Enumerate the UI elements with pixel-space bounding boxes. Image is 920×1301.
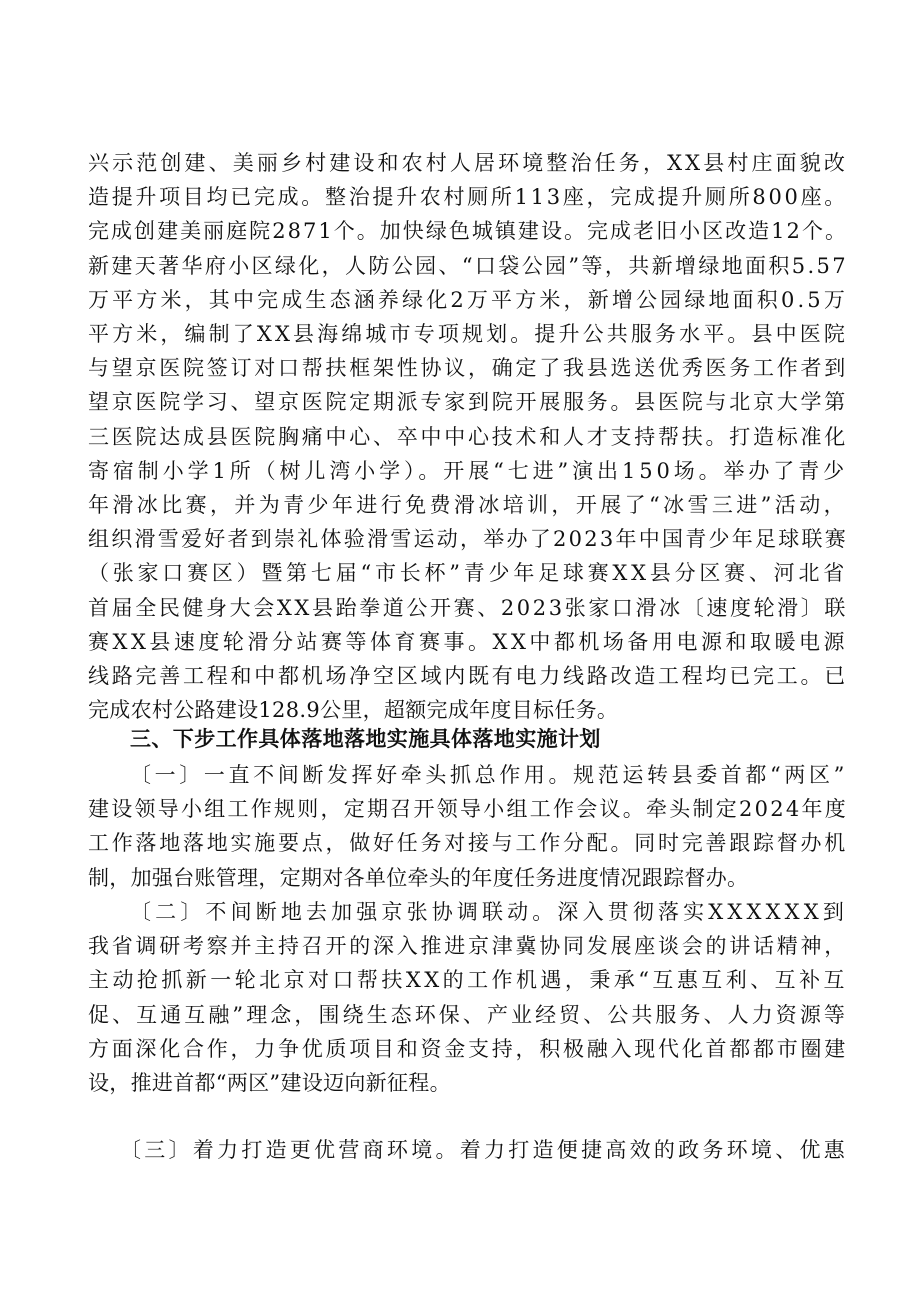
section-heading-next-steps: 三、下步工作具体落地落地实施具体落地实施计划 — [130, 727, 601, 751]
paragraph-beijing-zhangjiakou-linkage — [88, 895, 848, 1100]
text-line: 组织滑雪爱好者到崇礼体验滑雪运动，举办了2023年中国青少年足球联赛 — [88, 527, 848, 552]
paragraph-lead-coordination — [88, 758, 848, 895]
text-line: 造提升项目均已完成。整治提升农村厕所113座，完成提升厕所800座。 — [88, 185, 848, 210]
text-line: 年滑冰比赛，并为青少年进行免费滑冰培训，开展了“冰雪三进”活动， — [88, 493, 848, 518]
text-line: 望京医院学习、望京医院定期派专家到院开展服务。县医院与北京大学第 — [88, 390, 848, 415]
text-line: 〔三〕着力打造更优营商环境。着力打造便捷高效的政务环境、优惠 — [120, 1138, 848, 1162]
text-line: （张家口赛区）暨第七届“市长杯”青少年足球赛XX县分区赛、河北省 — [88, 561, 848, 586]
text-line: 首届全民健身大会XX县跆拳道公开赛、2023张家口滑冰〔速度轮滑〕联 — [88, 595, 848, 620]
text-line: 完成创建美丽庭院2871个。加快绿色城镇建设。完成老旧小区改造12个。 — [88, 219, 848, 244]
text-line: 赛XX县速度轮滑分站赛等体育赛事。XX中都机场备用电源和取暖电源 — [88, 629, 848, 654]
text-line: 建设领导小组工作规则，定期召开领导小组工作会议。牵头制定2024年度 — [88, 797, 848, 822]
paragraph-public-services — [88, 146, 848, 727]
text-line: 促、互通互融”理念，围绕生态环保、产业经贸、公共服务、人力资源等 — [88, 1002, 848, 1027]
text-line: 与望京医院签订对口帮扶框架性协议，确定了我县选送优秀医务工作者到 — [88, 356, 848, 381]
text-line: 平方米，编制了XX县海绵城市专项规划。提升公共服务水平。县中医院 — [88, 322, 848, 347]
text-line: 兴示范创建、美丽乡村建设和农村人居环境整治任务，XX县村庄面貌改 — [88, 151, 848, 175]
paragraph-business-environment — [88, 1133, 848, 1167]
text-line: 制，加强台账管理，定期对各单位牵头的年度任务进度情况跟踪督办。 — [88, 865, 749, 890]
text-line: 三医院达成县医院胸痛中心、卒中中心技术和人才支持帮扶。打造标准化 — [88, 424, 848, 449]
text-line: 主动抢抓新一轮北京对口帮扶XX的工作机遇，秉承“互惠互利、互补互 — [88, 968, 848, 993]
text-line: 〔一〕一直不间断发挥好牵头抓总作用。规范运转县委首都“两区” — [130, 763, 848, 787]
text-line: 工作落地落地实施要点，做好任务对接与工作分配。同时完善跟踪督办机 — [88, 831, 848, 856]
text-line: 线路完善工程和中都机场净空区域内既有电力线路改造工程均已完工。已 — [88, 664, 848, 689]
text-line: 我省调研考察并主持召开的深入推进京津冀协同发展座谈会的讲话精神， — [88, 934, 848, 959]
text-line: 设，推进首都“两区”建设迈向新征程。 — [88, 1071, 451, 1096]
text-line: 完成农村公路建设128.9公里，超额完成年度目标任务。 — [88, 698, 619, 723]
text-line: 方面深化合作，力争优质项目和资金支持，积极融入现代化首都都市圈建 — [88, 1036, 848, 1061]
text-line: 新建天著华府小区绿化，人防公园、“口袋公园”等，共新增绿地面积5.57 — [88, 253, 848, 278]
text-line: 〔二〕不间断地去加强京张协调联动。深入贯彻落实XXXXXX到 — [130, 900, 848, 924]
text-line: 寄宿制小学1所（树儿湾小学）。开展“七进”演出150场。举办了青少 — [88, 458, 848, 483]
text-line: 万平方米，其中完成生态涵养绿化2万平方米，新增公园绿地面积0.5万 — [88, 287, 848, 312]
